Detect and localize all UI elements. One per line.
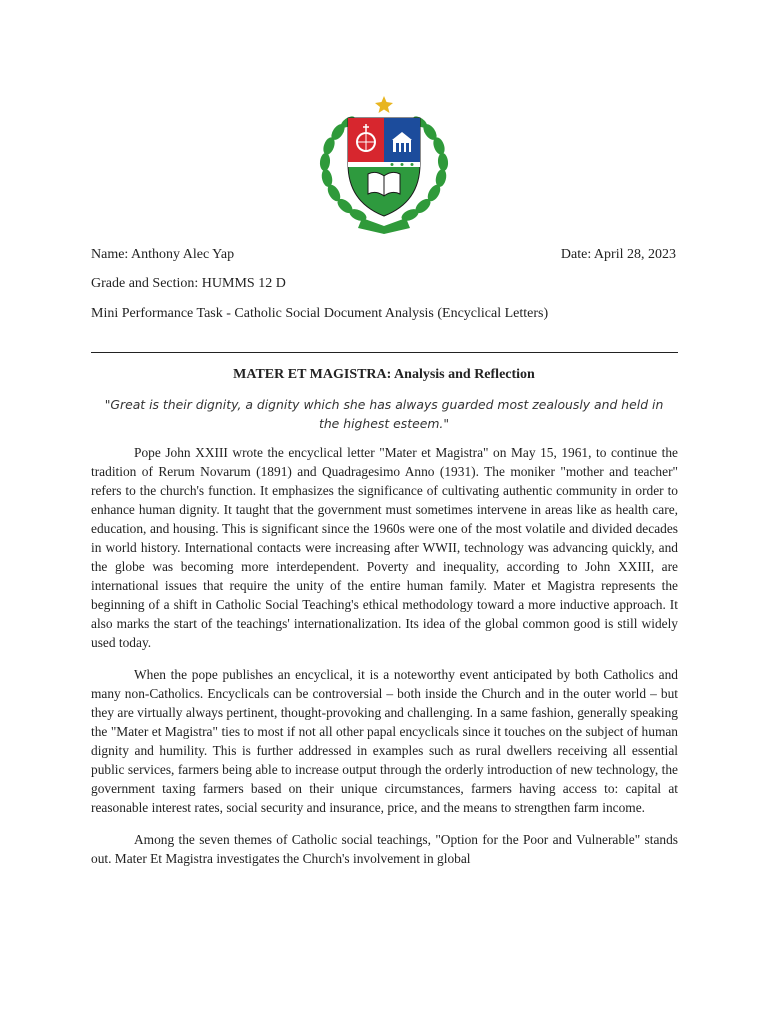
grade-section: Grade and Section: HUMMS 12 D: [91, 276, 286, 291]
submission-date: Date: April 28, 2023: [560, 247, 676, 262]
document-body: [91, 443, 678, 881]
paragraph: Pope John XXIII wrote the encyclical letter "Mater et Magistra" on May 15, 1961, to continue the tradition of Rerum Novarum (1891) and Quadragesimo Anno (1931). The moniker "mother and teacher" refers to the church's function. It emphasizes the significance of cultivating authentic community in order to enhance human dignity. It taught that the government must sometimes intervene in areas like as health care, education, and housing. This is significant since the 1960s were one of the most volatile and divided decades in world history. International contacts were increasing after WWII, technology was advancing quickly, and the globe was becoming more interdependent. Poverty and inequality, according to John XXIII, are international issues that require the unity of the entire human family. Mater et Magistra represents the beginning of a shift in Catholic Social Teaching's ethical methodology toward a more inductive approach. It also marks the start of the teachings' internationalization. Its idea of the global common good is still widely used today.: [91, 445, 678, 650]
header-task-row: [91, 305, 676, 323]
task-title: Mini Performance Task - Catholic Social Document Analysis (Encyclical Letters): [91, 306, 549, 321]
student-name: Name: Anthony Alec Yap: [91, 247, 235, 262]
paragraph: When the pope publishes an encyclical, it is a noteworthy event anticipated by both Catholics and many non-Catholics. Encyclicals can be controversial – both inside the Church and in the outer world – but they are virtually always pertinent, thought-provoking and challenging. In a same fashion, generally speaking the "Mater et Magistra" ties to most if not all other papal encyclicals since it touches on the subject of human dignity and humility. This is further addressed in examples such as rural dwellers receiving all essential public services, farmers being able to increase output through the orderly introduction of new technology, the government taxing farmers based on their unique circumstances, farmers having access to: capital at reasonable interest rates, social security and insurance, price, and the means to strengthen farm income.: [91, 667, 678, 815]
header-name-date-row: [91, 246, 676, 264]
document-title: MATER ET MAGISTRA: Analysis and Reflection: [233, 367, 535, 382]
horizontal-divider: [91, 352, 678, 353]
epigraph-quote: "Great is their dignity, a dignity which she has always guarded most zealously and held in the highest esteem.": [104, 397, 664, 431]
header-grade-row: [91, 275, 676, 293]
school-seal-icon: [314, 94, 454, 234]
paragraph: Among the seven themes of Catholic social teachings, "Option for the Poor and Vulnerable" stands out. Mater Et Magistra investigates the Church's involvement in global: [91, 832, 678, 866]
